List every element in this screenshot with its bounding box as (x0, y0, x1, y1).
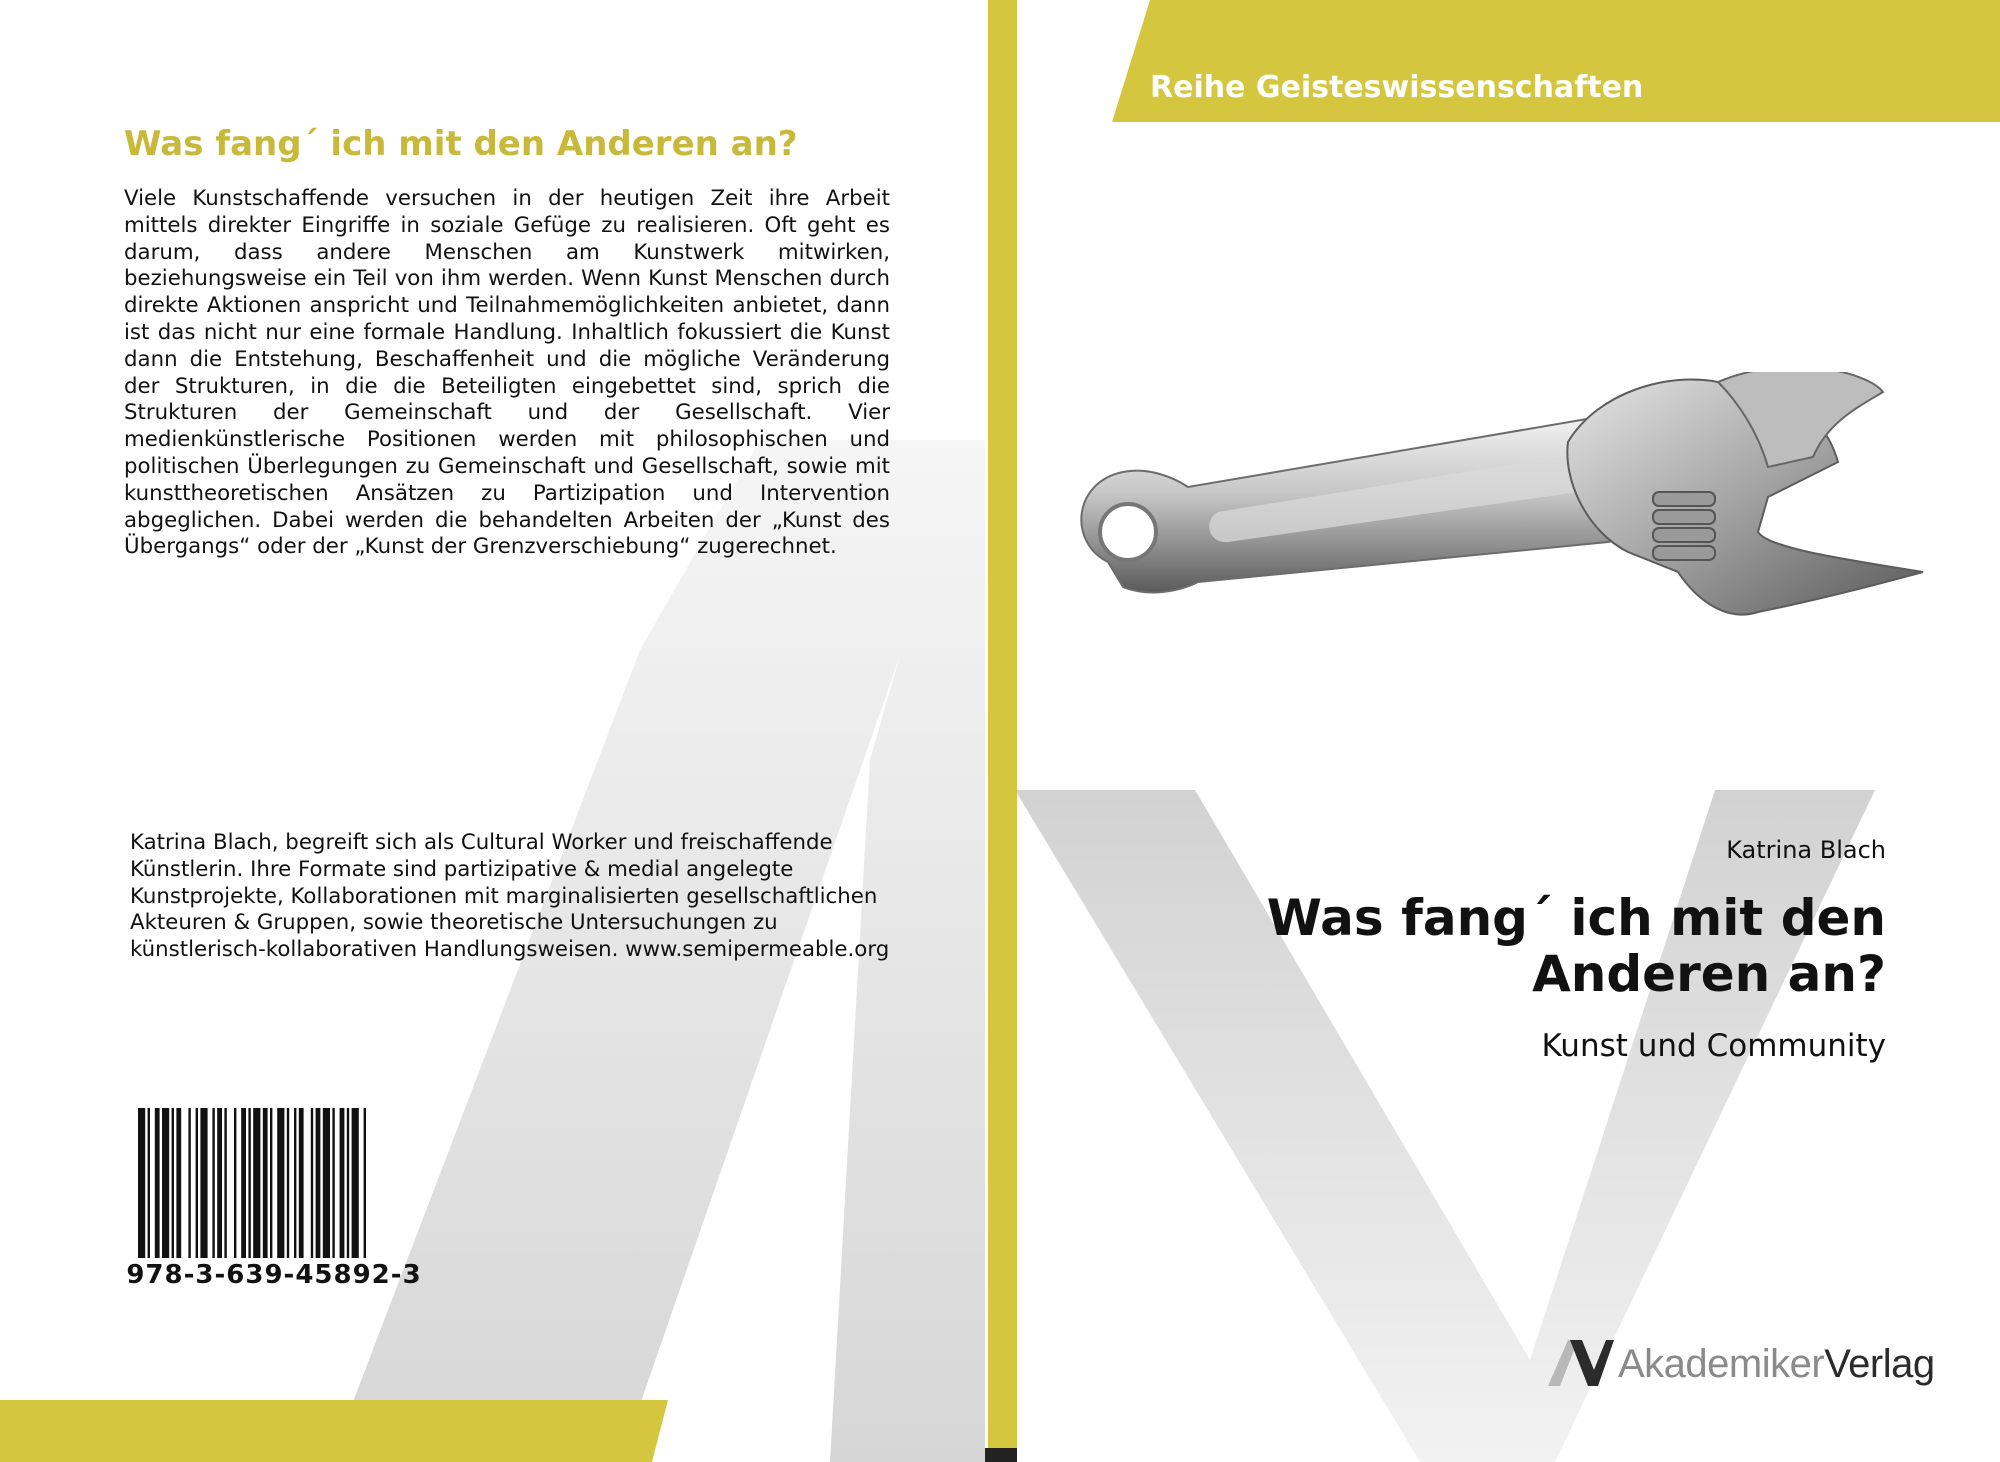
back-title: Was fang´ ich mit den Anderen an? (124, 124, 798, 164)
front-title: Was fang´ ich mit den Anderen an? (1266, 889, 1886, 1003)
barcode-bar (224, 1108, 226, 1258)
barcode-bar (311, 1108, 313, 1258)
barcode-bar (253, 1108, 260, 1258)
front-author: Katrina Blach (1726, 836, 1886, 864)
barcode-bar (155, 1108, 160, 1258)
barcode-bar (294, 1108, 296, 1258)
barcode-bar (212, 1108, 214, 1258)
barcode-bar (241, 1108, 246, 1258)
barcode-bar (176, 1108, 181, 1258)
av-logo-icon (1548, 1340, 1614, 1386)
barcode-bar (332, 1108, 334, 1258)
barcode-bar (188, 1108, 190, 1258)
barcode-bar (287, 1108, 289, 1258)
back-blurb: Viele Kunstschaffende versuchen in der heutigen Zeit ihre Arbeit mittels direkter Eingriffe in soziale Gefüge zu realisieren. Oft geht es darum, dass andere Menschen am Kunstwerk mitwirken, beziehungsweise ein Teil von ihm werden. Wenn Kunst Menschen durch direkte Aktionen anspricht und Teilnahmemöglichkeiten anbietet, dann ist das nicht nur eine formale Handlung. Inhaltlich fokussiert die Kunst dann die Entstehung, Beschaffenheit und die mögliche Veränderung der Strukturen, in die die Beteiligten eingebettet sind, sprich die Strukturen der Gemeinschaft und der Gesellschaft. Vier medienkünstlerische Positionen werden mit philosophischen und politischen Überlegungen zu Gemeinschaft und Gesellschaft, sowie mit kunsttheoretischen Ansätzen zu Partizipation und Intervention abgeglichen. Dabei werden die behandelten Arbeiten der „Kunst des Übergangs“ oder der „Kunst der Grenzverschiebung“ zugerechnet. (124, 186, 890, 560)
barcode-bar (277, 1108, 284, 1258)
barcode-bar (138, 1108, 145, 1258)
isbn-number: 978-3-639-45892-3 (126, 1260, 422, 1290)
barcode-bar (299, 1108, 304, 1258)
barcode-bar (196, 1108, 198, 1258)
barcode-bar (172, 1108, 174, 1258)
barcode-bar (323, 1108, 330, 1258)
publisher-name (1618, 1342, 1935, 1387)
wrench-icon (1068, 372, 1928, 672)
series-title: Reihe Geisteswissenschaften (1150, 70, 1644, 105)
barcode-bar (347, 1108, 349, 1258)
spine-stripe (987, 0, 1017, 1462)
barcode-bar (270, 1108, 272, 1258)
spine-edge (985, 0, 988, 1462)
publisher-name-part2: Verlag (1824, 1342, 1935, 1386)
barcode-bar (234, 1108, 236, 1258)
front-subtitle: Kunst und Community (1541, 1028, 1886, 1064)
barcode-bar (316, 1108, 321, 1258)
barcode-bar (148, 1108, 150, 1258)
barcode-bar (352, 1108, 359, 1258)
barcode-bar (162, 1108, 169, 1258)
back-bottom-stripe (0, 1400, 668, 1462)
spine-bottom-dark (985, 1448, 1017, 1462)
barcode-bar (340, 1108, 345, 1258)
author-bio: Katrina Blach, begreift sich als Cultural Worker und freischaffende Künstlerin. Ihre Formate sind partizipative & medial angelegte Kunstprojekte, Kollaborationen mit marginalisierten gesellschaftlichen Akteuren & Gruppen, sowie theoretische Untersuchungen zu künstlerisch-kollaborativen Handlungsweisen. www.semipermeable.org (130, 830, 890, 963)
barcode-icon (138, 1108, 420, 1258)
barcode-bar (248, 1108, 250, 1258)
barcode-bar (263, 1108, 268, 1258)
barcode-bar (364, 1108, 366, 1258)
publisher-name-part1: Akademiker (1618, 1342, 1825, 1386)
barcode-bar (217, 1108, 222, 1258)
barcode-bar (200, 1108, 207, 1258)
